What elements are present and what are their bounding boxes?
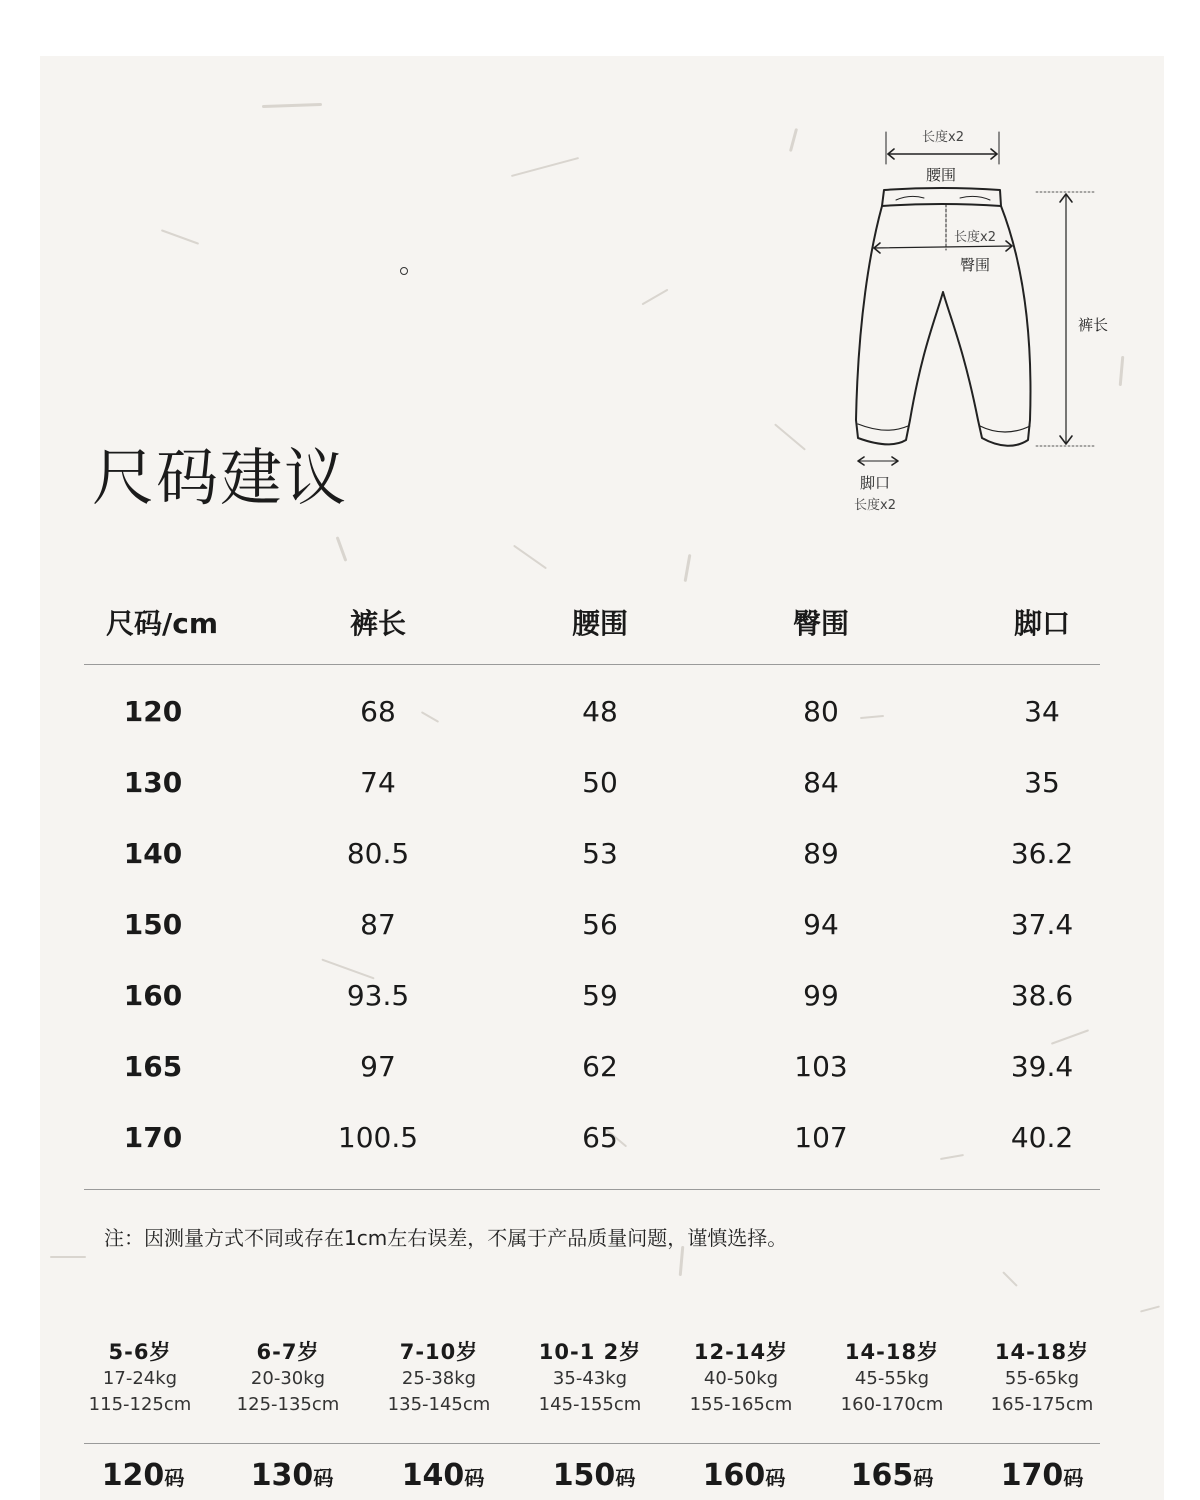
- header-length: 裤长: [349, 607, 407, 640]
- age-guide-column: [213, 1336, 363, 1420]
- hip-note: 长度x2: [954, 230, 996, 245]
- cell-length: 80.5: [346, 837, 410, 870]
- cell-waist: 62: [582, 1050, 618, 1083]
- age-guide-column: [817, 1336, 967, 1420]
- table-row: [84, 766, 1100, 837]
- cuff-note: 长度x2: [854, 498, 896, 513]
- weight-range: 55-65kg: [1004, 1368, 1080, 1389]
- hip-label: 臀围: [960, 256, 991, 274]
- cell-length: 87: [360, 908, 396, 941]
- cell-cuff: 35: [1024, 766, 1060, 799]
- age-range: 10-1 2岁: [538, 1340, 642, 1364]
- weight-range: 45-55kg: [854, 1368, 930, 1389]
- table-header: [84, 590, 1100, 665]
- cell-cuff: 39.4: [1010, 1050, 1074, 1083]
- decorative-dot: [400, 267, 408, 275]
- cell-size: 120: [123, 695, 183, 728]
- age-guide-column: [666, 1336, 816, 1420]
- header-size: 尺码/cm: [105, 607, 219, 640]
- recommended-size: 160码: [702, 1458, 786, 1493]
- age-guide-divider: [84, 1443, 1100, 1444]
- table-row: [84, 695, 1100, 766]
- height-range: 160-170cm: [840, 1394, 944, 1415]
- cuff-label: 脚口: [860, 474, 891, 492]
- age-guide-column: [967, 1336, 1117, 1420]
- cell-length: 68: [360, 695, 396, 728]
- recommended-size: 170码: [1000, 1458, 1084, 1493]
- cell-size: 140: [123, 837, 183, 870]
- size-table: [84, 590, 1100, 1190]
- age-range: 14-18岁: [844, 1340, 940, 1364]
- cell-hip: 107: [794, 1121, 848, 1154]
- cell-waist: 48: [582, 695, 618, 728]
- cell-size: 130: [123, 766, 183, 799]
- age-range: 6-7岁: [256, 1340, 320, 1364]
- cell-hip: 84: [803, 766, 839, 799]
- cell-cuff: 37.4: [1010, 908, 1074, 941]
- height-range: 165-175cm: [990, 1394, 1094, 1415]
- cell-waist: 56: [582, 908, 618, 941]
- recommended-size: 150码: [552, 1458, 636, 1493]
- height-range: 115-125cm: [88, 1394, 192, 1415]
- cell-cuff: 38.6: [1010, 979, 1074, 1012]
- table-row: [84, 1050, 1100, 1121]
- cell-size: 150: [123, 908, 183, 941]
- recommended-size: 165码: [850, 1458, 934, 1493]
- cell-length: 97: [360, 1050, 396, 1083]
- cell-length: 74: [360, 766, 396, 799]
- height-range: 135-145cm: [387, 1394, 491, 1415]
- length-label: 裤长: [1078, 316, 1109, 334]
- age-guide-column: [65, 1336, 215, 1420]
- table-row: [84, 908, 1100, 979]
- age-range: 5-6岁: [108, 1340, 172, 1364]
- header-hip: 臀围: [792, 607, 850, 640]
- cell-waist: 50: [582, 766, 618, 799]
- recommended-size: 130码: [250, 1458, 334, 1493]
- cell-waist: 65: [582, 1121, 618, 1154]
- age-guide-column: [364, 1336, 514, 1420]
- cell-waist: 53: [582, 837, 618, 870]
- recommended-size: 120码: [101, 1458, 185, 1493]
- height-range: 155-165cm: [689, 1394, 793, 1415]
- header-cuff: 脚口: [1013, 607, 1071, 640]
- table-row: [84, 1121, 1100, 1192]
- cell-size: 170: [123, 1121, 183, 1154]
- page-title: 尺码建议: [92, 441, 349, 514]
- age-range: 14-18岁: [994, 1340, 1090, 1364]
- cell-hip: 80: [803, 695, 839, 728]
- cell-length: 93.5: [346, 979, 410, 1012]
- age-range: 7-10岁: [399, 1340, 479, 1364]
- cell-size: 160: [123, 979, 183, 1012]
- weight-range: 25-38kg: [401, 1368, 477, 1389]
- cell-length: 100.5: [337, 1121, 419, 1154]
- height-range: 145-155cm: [538, 1394, 642, 1415]
- waist-label: 腰围: [926, 166, 957, 184]
- weight-range: 17-24kg: [102, 1368, 178, 1389]
- age-range: 12-14岁: [693, 1340, 789, 1364]
- table-row: [84, 837, 1100, 908]
- cell-hip: 94: [803, 908, 839, 941]
- disclaimer-note: 注：因测量方式不同或存在1cm左右误差，不属于产品质量问题，谨慎选择。: [104, 1226, 788, 1250]
- weight-range: 40-50kg: [703, 1368, 779, 1389]
- cell-hip: 89: [803, 837, 839, 870]
- cell-hip: 99: [803, 979, 839, 1012]
- cell-waist: 59: [582, 979, 618, 1012]
- cell-cuff: 40.2: [1010, 1121, 1074, 1154]
- recommended-size: 140码: [401, 1458, 485, 1493]
- cell-cuff: 34: [1024, 695, 1060, 728]
- table-body: [84, 665, 1100, 1190]
- age-guide-column: [515, 1336, 665, 1420]
- cell-cuff: 36.2: [1010, 837, 1074, 870]
- weight-range: 20-30kg: [250, 1368, 326, 1389]
- pants-diagram: [840, 120, 1140, 520]
- table-row: [84, 979, 1100, 1050]
- height-range: 125-135cm: [236, 1394, 340, 1415]
- cell-hip: 103: [794, 1050, 848, 1083]
- header-waist: 腰围: [571, 607, 629, 640]
- weight-range: 35-43kg: [552, 1368, 628, 1389]
- waist-note: 长度x2: [922, 130, 964, 145]
- cell-size: 165: [123, 1050, 183, 1083]
- age-size-guide: [84, 1336, 1100, 1500]
